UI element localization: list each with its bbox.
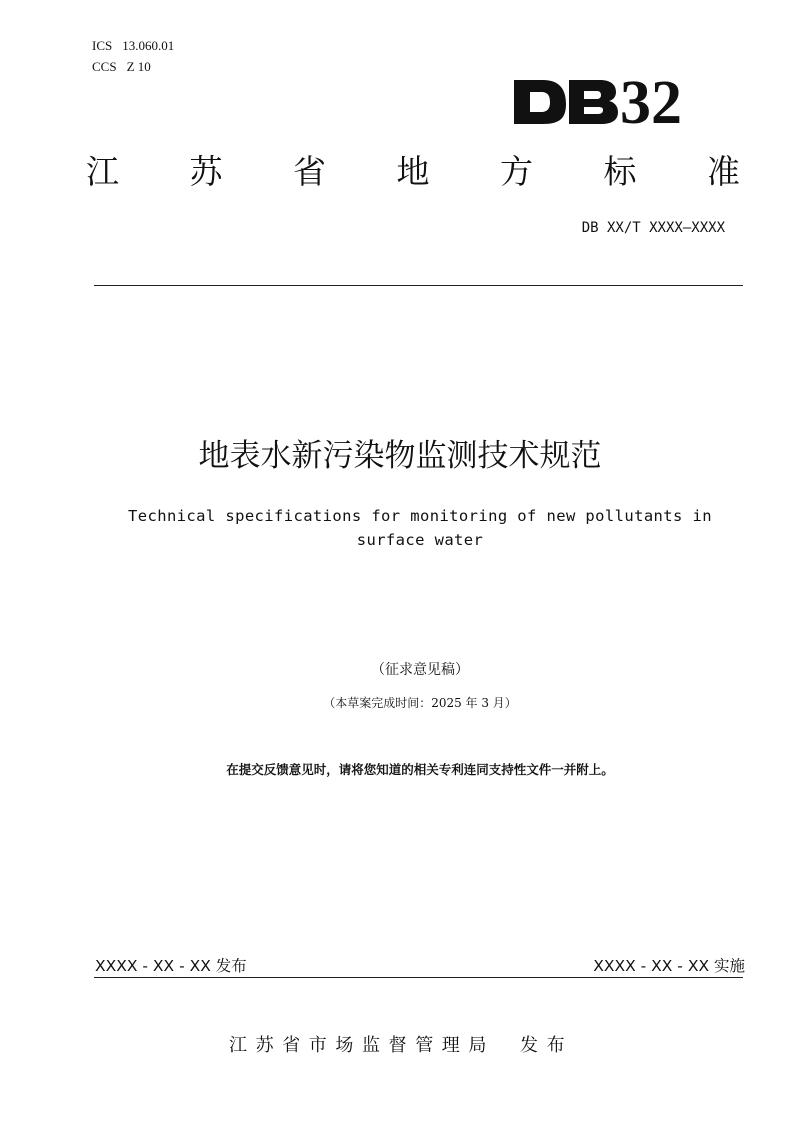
ics-classification [92, 38, 174, 54]
implementation-date: XXXX - XX - XX 实施 [593, 957, 745, 975]
standard-type-char: 江 [86, 152, 119, 191]
standard-number: DB XX/T XXXX—XXXX [581, 220, 725, 236]
db32-logo [512, 72, 692, 130]
ics-code: 13.060.01 [122, 38, 175, 53]
db32-logo-digits: 32 [620, 72, 682, 130]
standard-type-char: 标 [603, 152, 637, 191]
top-divider [94, 285, 743, 286]
document-title-english: Technical specifications for monitoring of new pollutants in surface water [128, 507, 712, 549]
issuer-action: 发布 [520, 1035, 574, 1056]
draft-completion-date: （本草案完成时间：2025 年 3 月） [323, 696, 517, 710]
ccs-classification [92, 59, 151, 75]
patent-notice: 在提交反馈意见时，请将您知道的相关专利连同支持性文件一并附上。 [226, 762, 614, 777]
issuer-name: 江苏省市场监督管理局 [229, 1035, 495, 1056]
standard-type-char: 方 [500, 152, 533, 191]
standard-type-char: 地 [396, 152, 430, 191]
document-title-chinese: 地表水新污染物监测技术规范 [198, 438, 602, 474]
standard-type-char: 苏 [189, 152, 223, 191]
draft-status: （征求意见稿） [371, 662, 469, 678]
standard-type-heading [86, 150, 740, 194]
ccs-label: CCS [92, 59, 117, 74]
issuer-line [229, 1032, 599, 1060]
release-date: XXXX - XX - XX 发布 [95, 957, 247, 975]
ccs-code: Z 10 [126, 59, 151, 74]
standard-type-char: 省 [293, 152, 326, 191]
standard-type-char: 准 [707, 152, 740, 191]
ics-label: ICS [92, 38, 113, 53]
bottom-divider [94, 977, 743, 978]
